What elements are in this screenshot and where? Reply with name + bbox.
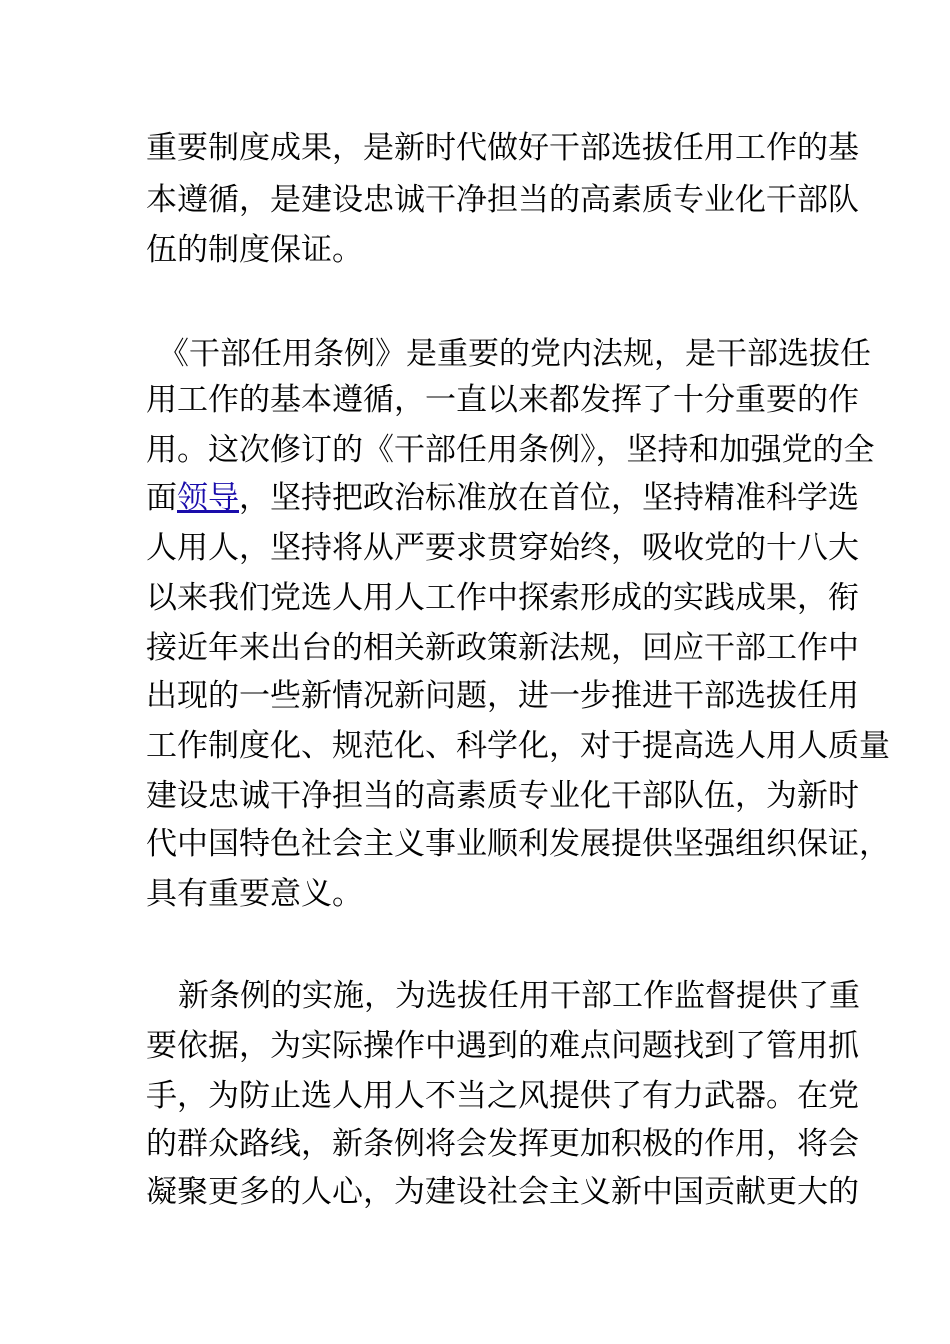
text-line: 凝聚更多的人心，为建设社会主义新中国贡献更大的	[146, 1174, 859, 1210]
text-line: 工作制度化、规范化、科学化，对于提高选人用人质量	[146, 728, 890, 764]
leadership-link[interactable]: 领导	[177, 480, 239, 516]
text-line-with-link	[146, 478, 859, 518]
text-line: 本遵循，是建设忠诚干净担当的高素质专业化干部队	[146, 182, 859, 218]
text-line: 《干部任用条例》是重要的党内法规，是干部选拔任	[158, 336, 871, 372]
text-line: 伍的制度保证。	[146, 232, 363, 268]
text-line: 代中国特色社会主义事业顺利发展提供坚强组织保证，	[146, 826, 890, 862]
text-line: 用工作的基本遵循，一直以来都发挥了十分重要的作	[146, 382, 859, 418]
text-line: 建设忠诚干净担当的高素质专业化干部队伍，为新时	[146, 778, 859, 814]
text-line: 重要制度成果，是新时代做好干部选拔任用工作的基	[146, 130, 859, 166]
text-line: 具有重要意义。	[146, 876, 363, 912]
text-line: 新条例的实施，为选拔任用干部工作监督提供了重	[178, 978, 860, 1014]
text-line: 以来我们党选人用人工作中探索形成的实践成果，衔	[146, 580, 859, 616]
text-line: 出现的一些新情况新问题，进一步推进干部选拔任用	[146, 678, 859, 714]
text-line: 手，为防止选人用人不当之风提供了有力武器。在党	[146, 1078, 859, 1114]
text-segment: 面	[146, 480, 177, 516]
text-line: 用。这次修订的《干部任用条例》，坚持和加强党的全	[146, 432, 875, 468]
text-line: 的群众路线，新条例将会发挥更加积极的作用，将会	[146, 1126, 859, 1162]
text-line: 接近年来出台的相关新政策新法规，回应干部工作中	[146, 630, 859, 666]
text-line: 人用人，坚持将从严要求贯穿始终，吸收党的十八大	[146, 530, 859, 566]
text-segment: ，坚持把政治标准放在首位，坚持精准科学选	[239, 480, 859, 516]
text-line: 要依据，为实际操作中遇到的难点问题找到了管用抓	[146, 1028, 859, 1064]
